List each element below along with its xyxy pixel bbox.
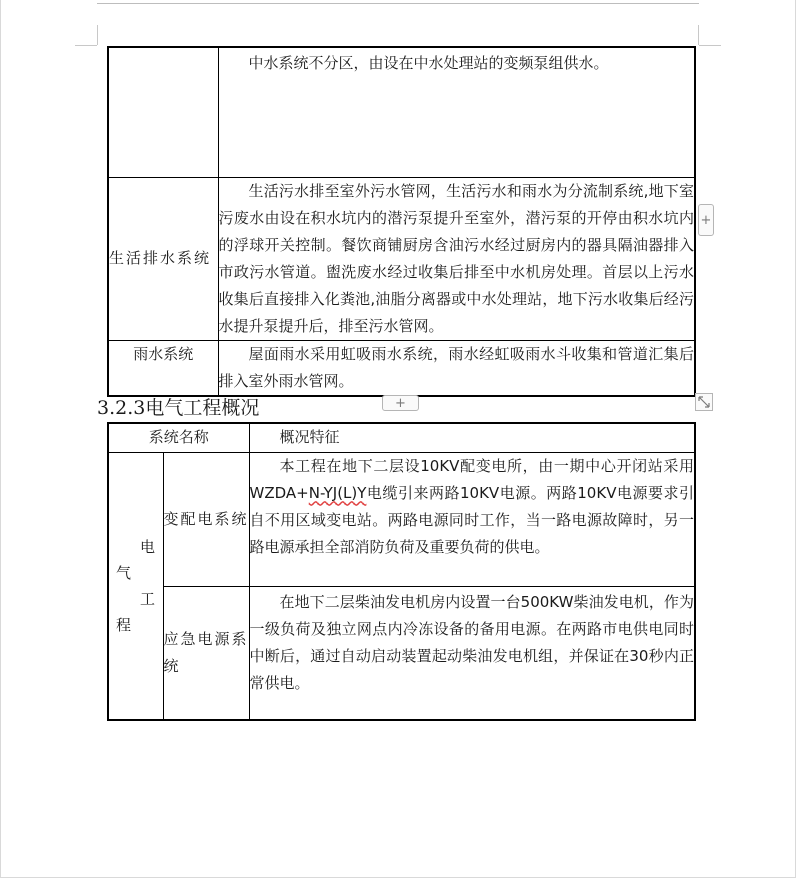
drainage-text: 生活污水排至室外污水管网，生活污水和雨水为分流制系统,地下室污废水由设在积水坑内的潜污泵提升至室外，潜污泵的开停由积水坑内的浮球开关控制。餐饮商铺厨房含油污水经过厨房内的器具隔油器排入市政污水管道。盥洗废水经过收集后排至中水机房处理。首层以上污水收集后直接排入化粪池,油脂分离器或中水处理站，地下污水收集后经污水提升泵提升后，排至污水管网。: [218, 181, 694, 335]
drainage-label: 生活排水系统: [109, 249, 212, 267]
add-row-button[interactable]: +: [382, 395, 419, 411]
category-char: 程: [116, 615, 132, 634]
electric-systems-table: [107, 422, 696, 721]
header-rule: [97, 3, 699, 4]
emergency-label-cell[interactable]: [163, 586, 249, 720]
rain-text: 屋面雨水采用虹吸雨水系统，雨水经虹吸雨水斗收集和管道汇集后排入室外雨水管网。: [218, 344, 694, 390]
margin-corner-mark: [75, 45, 97, 46]
rain-label-cell[interactable]: [108, 340, 218, 396]
resize-arrows-icon: [695, 393, 713, 411]
substation-text: 本工程在地下二层设10KV配变电所，由一期中心开闭站采用WZDA+N-YJ(L)Y电缆引来两路10KV电源。两路10KV电源要求引自不用区域变电站。两路电源同时工作，当一路电源故障时，另一路电源承担全部消防负荷及重要负荷的供电。: [249, 456, 695, 556]
section-heading: 3.2.3电气工程概况: [97, 397, 260, 419]
category-char: 气: [116, 563, 132, 582]
margin-corner-mark: [699, 45, 721, 46]
margin-corner-mark: [97, 25, 98, 45]
reclaimed-label-cell[interactable]: [108, 47, 218, 177]
rain-label: 雨水系统: [133, 344, 194, 363]
rain-text-cell[interactable]: [218, 340, 695, 396]
table-header-row: [108, 423, 695, 452]
table-row: [108, 452, 695, 586]
reclaimed-text-cell[interactable]: [218, 47, 695, 177]
add-column-button[interactable]: +: [698, 204, 714, 236]
table-row: [108, 586, 695, 720]
margin-corner-mark: [698, 25, 699, 45]
spellcheck-underline: N-YJ(L)Y: [308, 483, 367, 502]
emergency-label: 应急电源系统: [163, 629, 249, 675]
electric-category-cell[interactable]: [108, 452, 163, 720]
drainage-label-cell[interactable]: [108, 177, 218, 340]
substation-text-cell[interactable]: [249, 452, 695, 586]
category-char: 电: [140, 537, 156, 556]
table-row: [108, 47, 695, 177]
water-systems-table: [107, 46, 696, 397]
table-row: [108, 177, 695, 340]
table-row: [108, 340, 695, 396]
header-overview[interactable]: 概况特征: [249, 423, 695, 452]
header-system-name[interactable]: 系统名称: [108, 423, 249, 452]
reclaimed-text: 中水系统不分区，由设在中水处理站的变频泵组供水。: [248, 54, 609, 72]
substation-label-cell[interactable]: [163, 452, 249, 586]
emergency-text: 在地下二层柴油发电机房内设置一台500KW柴油发电机，作为一级负荷及独立网点内冷冻设备的备用电源。在两路市电供电同时中断后，通过自动启动装置起动柴油发电机组，并保证在30秒内正常供电。: [249, 592, 695, 692]
emergency-text-cell[interactable]: [249, 586, 695, 720]
substation-label: 变配电系统: [163, 509, 249, 528]
category-char: 工: [140, 589, 156, 608]
drainage-text-cell[interactable]: [218, 177, 695, 340]
table-resize-icon[interactable]: [695, 393, 713, 411]
